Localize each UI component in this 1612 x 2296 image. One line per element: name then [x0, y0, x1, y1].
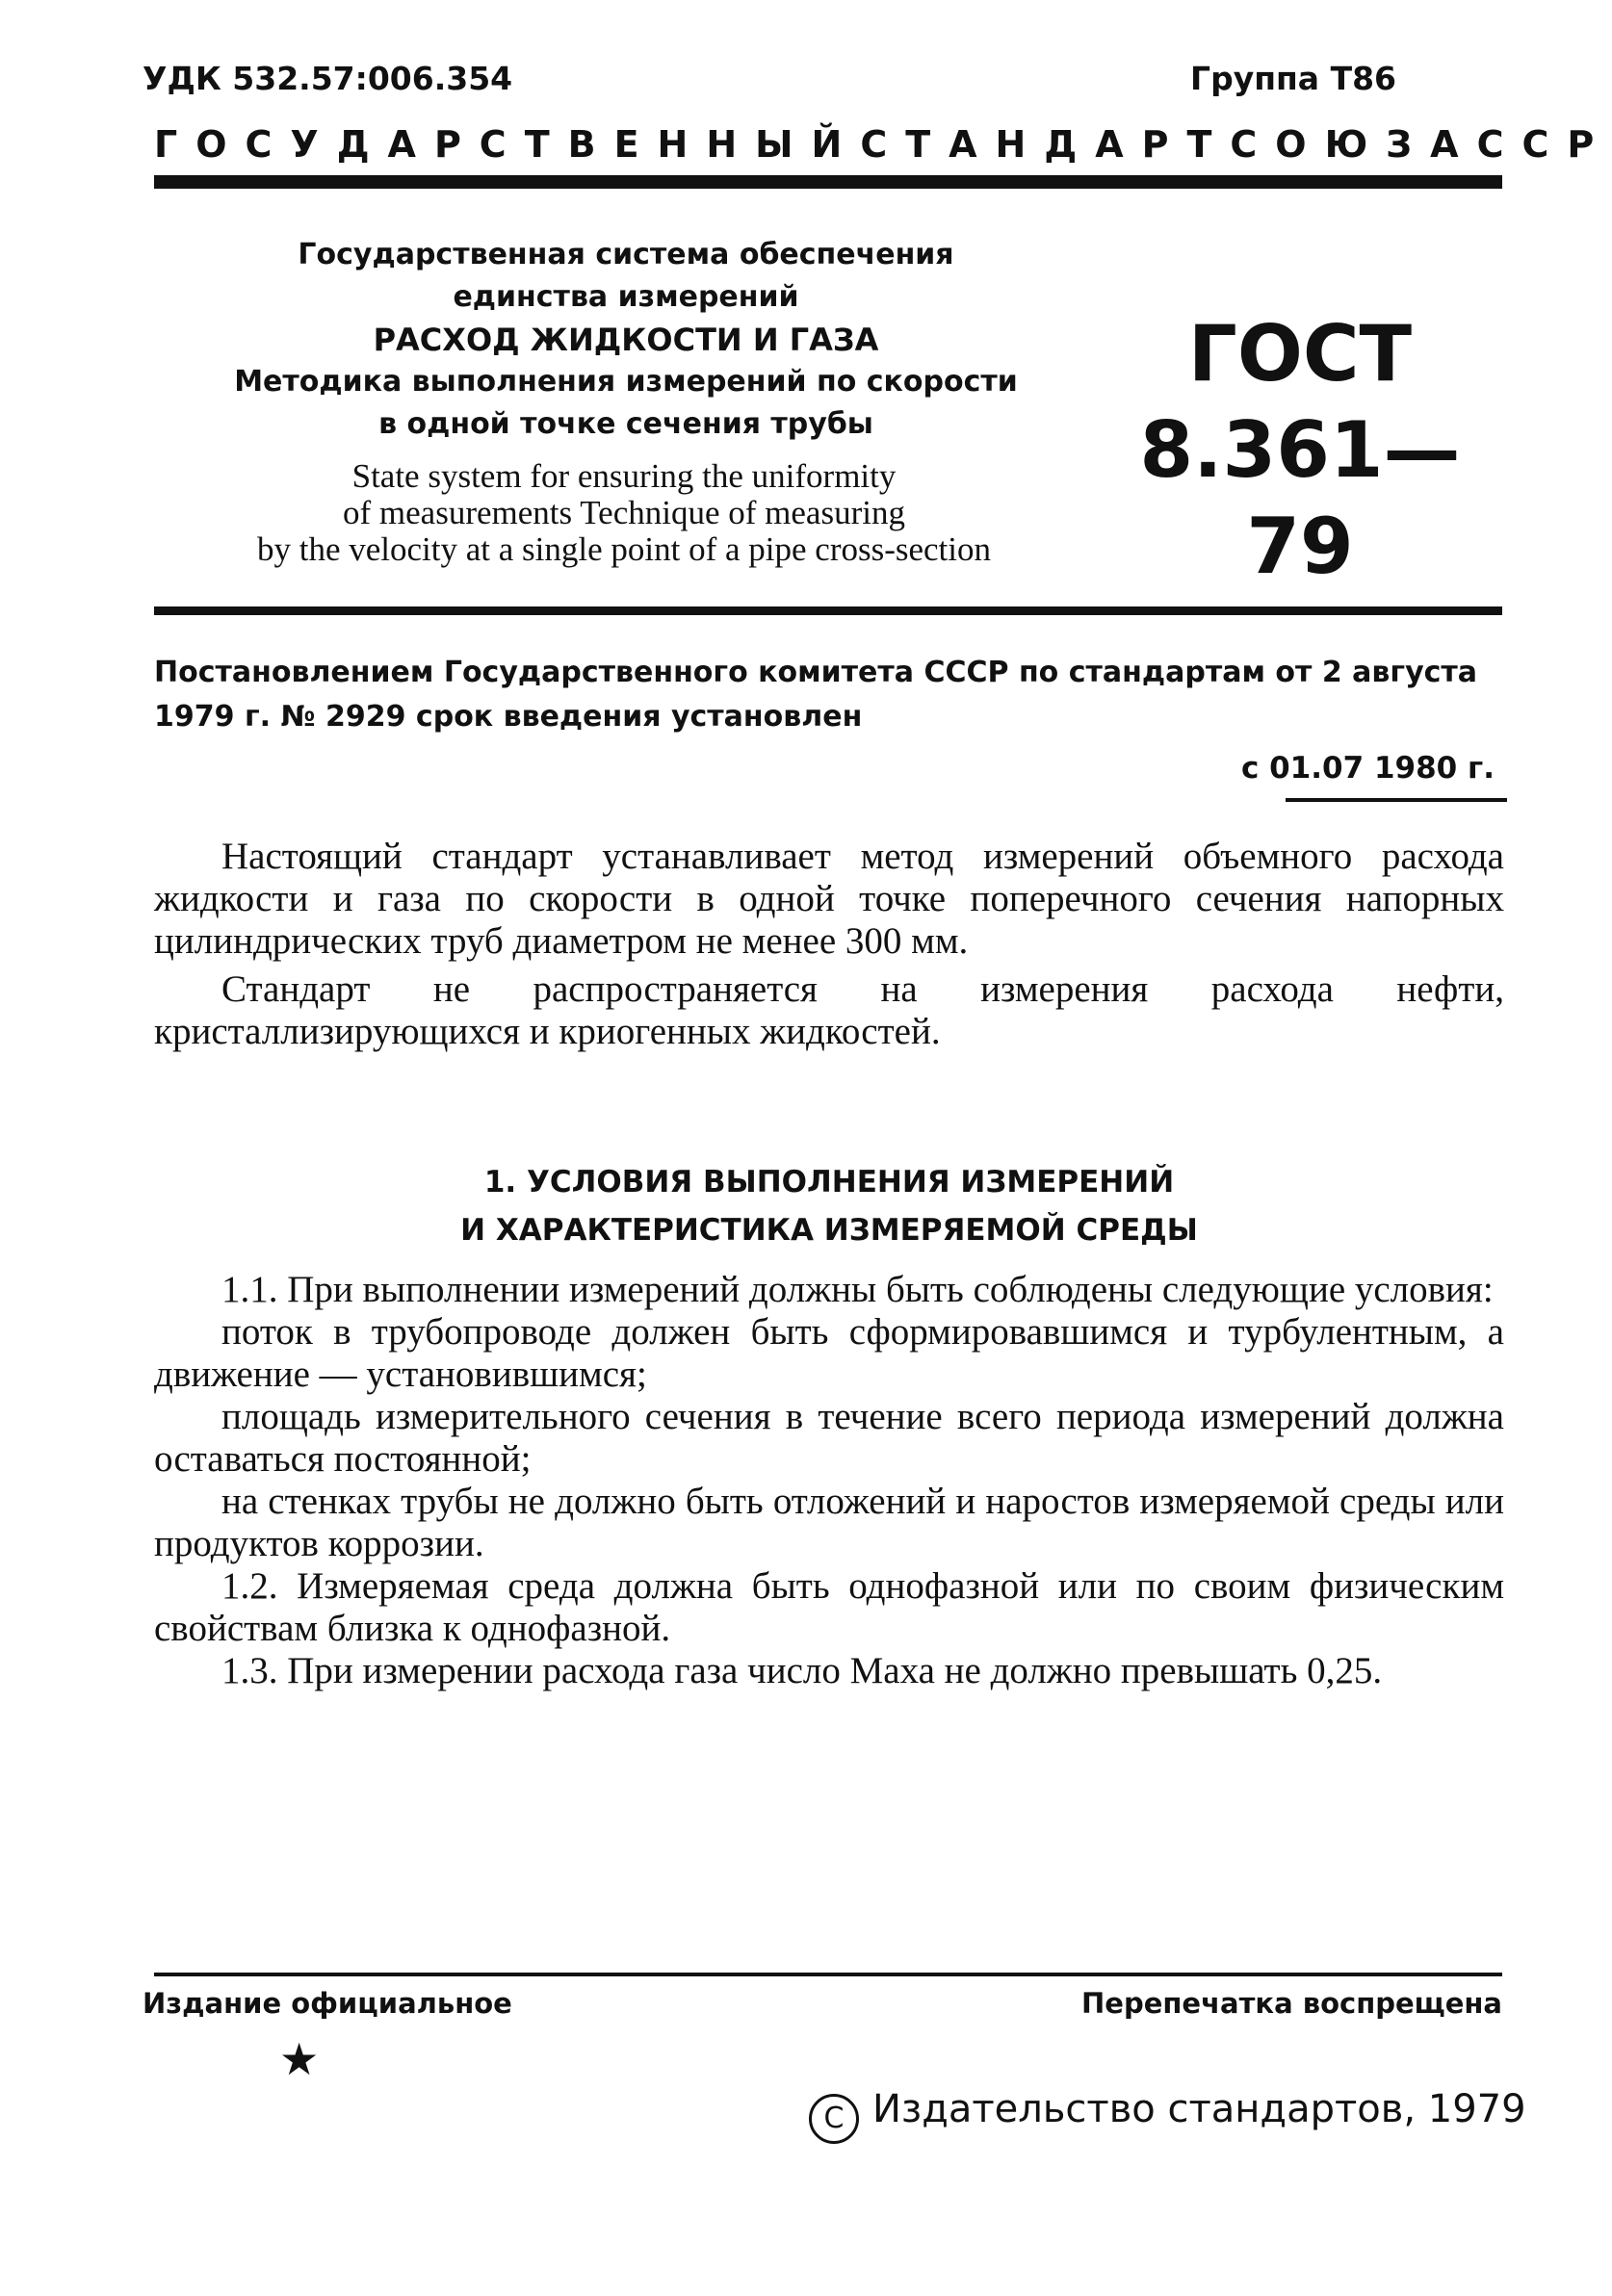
title-line: Методика выполнения измерений по скорости: [234, 365, 1018, 399]
date-underline: [1286, 798, 1507, 802]
official-edition: Издание официальное: [143, 1987, 512, 2020]
footer-rule: [154, 1973, 1502, 1976]
publisher-line: [809, 2087, 1526, 2144]
udk-code: УДК 532.57:006.354: [143, 60, 513, 97]
group-code: Группа Т86: [1190, 60, 1396, 97]
gost-label: ГОСТ: [1187, 309, 1413, 399]
title-main: РАСХОД ЖИДКОСТИ И ГАЗА: [373, 322, 879, 358]
gost-number: 8.361—79: [1139, 405, 1461, 591]
copyright-icon: C: [809, 2094, 859, 2144]
english-title-line: of measurements Technique of measuring: [343, 494, 905, 531]
english-title: [152, 458, 1096, 568]
title-line: единства измерений: [453, 280, 799, 314]
effective-date: с 01.07 1980 г.: [1240, 751, 1495, 786]
banner-word: СТАНДАРТ: [860, 123, 1231, 166]
reprint-notice: Перепечатка воспрещена: [1081, 1987, 1502, 2020]
paragraph: Стандарт не распространяется на измерения расхода нефти, кристаллизирующихся и криогенных жидкостей.: [154, 968, 1504, 1052]
paragraph: на стенках трубы не должно быть отложений и наростов измеряемой среды или продуктов коррозии.: [154, 1481, 1504, 1564]
introduction: [154, 836, 1504, 1059]
section-heading: [154, 1158, 1504, 1254]
gost-designation: [1127, 306, 1473, 595]
section-body: [154, 1269, 1504, 1692]
paragraph: 1.2. Измеряемая среда должна быть однофазной или по своим физическим свойствам близка к однофазной.: [154, 1565, 1504, 1649]
banner-word: ССР: [1476, 123, 1612, 166]
banner-word: ГОСУДАРСТВЕННЫЙ: [154, 123, 861, 166]
paragraph: площадь измерительного сечения в течение всего периода измерений должна оставаться постоянной;: [154, 1396, 1504, 1480]
paragraph: Настоящий стандарт устанавливает метод измерений объемного расхода жидкости и газа по скорости в одной точке поперечного сечения напорных цилиндрических труб диаметром не менее 300 мм.: [154, 836, 1504, 962]
title-block: [212, 234, 1040, 446]
publisher-name: Издательство стандартов, 1979: [872, 2087, 1526, 2131]
banner-word: СОЮЗА: [1230, 123, 1477, 166]
title-rule: [154, 606, 1502, 615]
star-icon: ★: [279, 2033, 320, 2085]
section-heading-line: 1. УСЛОВИЯ ВЫПОЛНЕНИЯ ИЗМЕРЕНИЙ: [483, 1165, 1175, 1200]
standard-banner: [154, 123, 1612, 166]
paragraph: поток в трубопроводе должен быть сформировавшимся и турбулентным, а движение — установившимся;: [154, 1311, 1504, 1395]
decree-text: Постановлением Государственного комитета СССР по стандартам от 2 августа 1979 г. № 2929 срок введения установлен: [154, 656, 1478, 734]
title-line: Государственная система обеспечения: [298, 238, 954, 271]
header-rule: [154, 175, 1502, 189]
paragraph: 1.1. При выполнении измерений должны быть соблюдены следующие условия:: [221, 1269, 1494, 1310]
paragraph: 1.3. При измерении расхода газа число Маха не должно превышать 0,25.: [221, 1650, 1383, 1691]
english-title-line: State system for ensuring the uniformity: [351, 457, 897, 495]
section-heading-line: И ХАРАКТЕРИСТИКА ИЗМЕРЯЕМОЙ СРЕДЫ: [460, 1213, 1198, 1248]
english-title-line: by the velocity at a single point of a pipe cross-section: [256, 530, 992, 568]
title-line: в одной точке сечения трубы: [378, 407, 873, 441]
